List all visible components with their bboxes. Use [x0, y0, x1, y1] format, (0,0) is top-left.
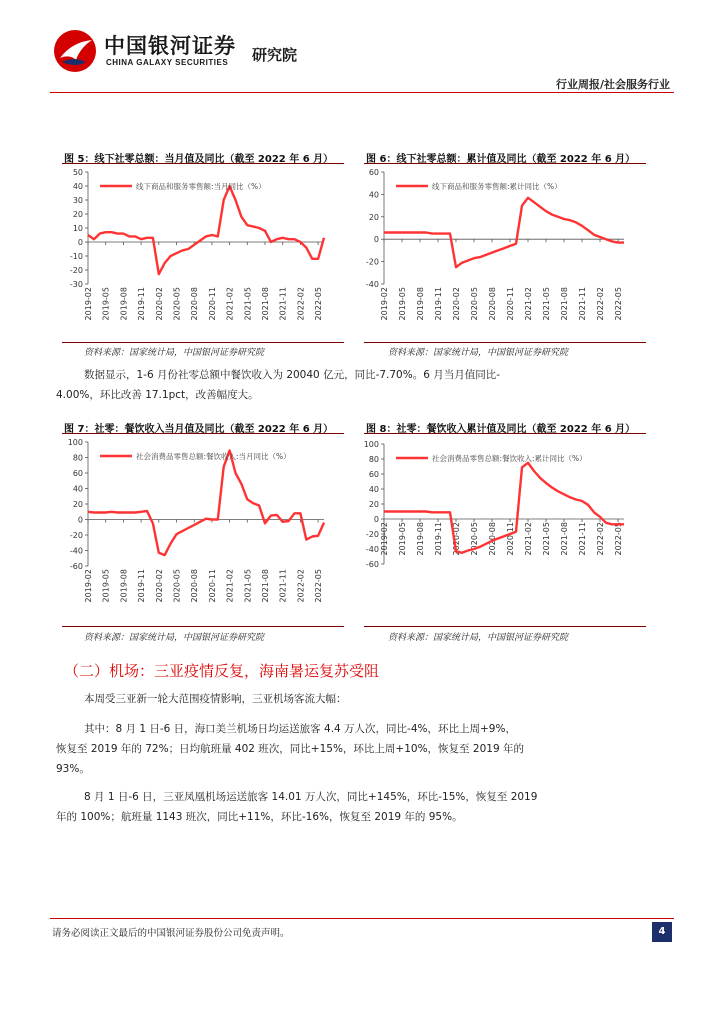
x-tick-label: 2020-05: [172, 287, 182, 321]
chart-7-catering-monthly: [50, 436, 344, 618]
x-tick-label: 2022-02: [296, 569, 306, 603]
chart-5-retail-monthly: [50, 166, 344, 338]
y-tick-label: 40: [368, 485, 379, 494]
x-tick-label: 2021-11: [578, 522, 587, 556]
figure-7-title-rule: [62, 433, 344, 434]
figure-7-title: 图 7：社零：餐饮收入当月值及同比（截至 2022 年 6 月）: [64, 424, 334, 435]
x-tick-label: 2021-08: [261, 569, 270, 603]
x-tick-label: 2020-08: [488, 287, 497, 321]
y-tick-label: 50: [72, 168, 83, 177]
x-tick-label: 2019-11: [434, 287, 443, 321]
x-tick-label: 2021-02: [524, 287, 533, 321]
y-tick-label: 0: [77, 515, 83, 525]
y-tick-label: 40: [72, 484, 83, 494]
y-tick-label: -40: [365, 280, 379, 289]
x-tick-label: 2021-08: [560, 287, 569, 321]
x-tick-label: 2020-11: [506, 522, 515, 556]
x-tick-label: 2019-11: [137, 287, 147, 321]
y-tick-label: 20: [72, 500, 83, 509]
y-tick-label: -60: [365, 560, 379, 569]
figure-8-source: 资料来源：国家统计局，中国银河证券研究院: [388, 633, 569, 643]
y-tick-label: 60: [368, 470, 379, 479]
footer-divider: [50, 918, 674, 919]
x-tick-label: 2020-05: [172, 569, 182, 603]
y-tick-label: 0: [77, 238, 83, 247]
y-tick-label: 40: [72, 182, 83, 191]
y-tick-label: 40: [368, 190, 379, 200]
x-tick-label: 2021-11: [278, 569, 288, 603]
figure-6-source: 资料来源：国家统计局，中国银河证券研究院: [388, 348, 569, 358]
y-tick-label: -60: [69, 562, 83, 571]
x-tick-label: 2022-02: [596, 522, 605, 556]
y-tick-label: 30: [72, 196, 83, 205]
x-tick-label: 2022-05: [614, 287, 623, 321]
y-tick-label: -10: [69, 252, 83, 261]
y-tick-label: 100: [67, 438, 83, 447]
galaxy-logo-icon: [52, 28, 98, 74]
x-tick-label: 2019-02: [84, 569, 93, 603]
x-tick-label: 2019-11: [434, 522, 443, 556]
footer-disclaimer: 请务必阅读正文最后的中国银河证券股份公司免责声明。: [52, 928, 290, 939]
x-tick-label: 2020-05: [470, 522, 479, 556]
x-tick-label: 2019-08: [119, 287, 129, 321]
legend-label: 社会消费品零售总额:餐饮收入:累计同比（%）: [432, 454, 587, 463]
brand-name-en: CHINA GALAXY SECURITIES: [106, 58, 229, 67]
legend-label: 线下商品和服务零售额:当月同比（%）: [136, 182, 266, 191]
x-tick-label: 2021-08: [261, 287, 270, 321]
x-tick-label: 2022-02: [596, 287, 605, 321]
y-tick-label: -20: [365, 257, 379, 267]
figure-5-bottom-rule: [62, 342, 344, 343]
y-tick-label: 20: [72, 210, 83, 219]
para3-line2: 恢复至 2019 年的 72%；日均航班量 402 班次，同比+15%，环比上周+10%，恢复至 2019 年的: [56, 743, 524, 755]
x-tick-label: 2020-08: [190, 569, 200, 603]
figure-8-title-rule: [364, 433, 646, 434]
x-tick-label: 2019-08: [416, 287, 425, 321]
x-tick-label: 2020-08: [488, 522, 497, 556]
y-tick-label: 20: [368, 212, 379, 222]
y-tick-label: -20: [69, 531, 83, 540]
figure-5-source: 资料来源：国家统计局，中国银河证券研究院: [84, 348, 265, 358]
x-tick-label: 2020-11: [207, 287, 217, 321]
section-heading: （二）机场：三亚疫情反复，海南暑运复苏受阻: [64, 662, 380, 680]
y-tick-label: -20: [365, 530, 379, 539]
legend-label: 社会消费品零售总额:餐饮收入:当月同比（%）: [136, 452, 291, 461]
x-tick-label: 2020-02: [154, 287, 164, 321]
para4-line1: 8 月 1 日-6 日，三亚凤凰机场运送旅客 14.01 万人次，同比+145%，环比-15%，恢复至 2019: [84, 791, 538, 803]
x-tick-label: 2019-11: [137, 569, 147, 603]
figure-6-title: 图 6：线下社零总额：累计值及同比（截至 2022 年 6 月）: [366, 154, 636, 165]
x-tick-label: 2020-11: [207, 569, 217, 603]
figure-8-bottom-rule: [364, 626, 646, 627]
x-tick-label: 2020-05: [470, 287, 479, 321]
x-tick-label: 2019-08: [119, 569, 129, 603]
x-tick-label: 2022-02: [296, 287, 306, 321]
figure-7-bottom-rule: [62, 626, 344, 627]
x-tick-label: 2020-02: [452, 522, 461, 556]
y-tick-label: 0: [373, 515, 379, 524]
x-tick-label: 2021-02: [524, 522, 533, 556]
figure-6-bottom-rule: [364, 342, 646, 343]
y-tick-label: 60: [368, 168, 379, 177]
y-tick-label: 80: [72, 453, 83, 463]
x-tick-label: 2019-05: [398, 522, 407, 556]
x-tick-label: 2019-05: [101, 569, 111, 603]
para3-line1: 其中：8 月 1 日-6 日，海口美兰机场日均运送旅客 4.4 万人次，同比-4%，环比上周+9%，: [84, 723, 516, 735]
y-tick-label: 0: [373, 235, 379, 245]
y-tick-label: -40: [365, 545, 379, 554]
x-tick-label: 2021-08: [560, 522, 569, 556]
y-tick-label: 10: [72, 224, 83, 233]
brand-sub: 研究院: [252, 46, 298, 64]
series-line: [88, 186, 324, 274]
figure-6-title-rule: [364, 163, 646, 164]
para1-line1: 数据显示，1-6 月份社零总额中餐饮收入为 20040 亿元，同比-7.70%。6 月当月值同比-: [84, 369, 501, 381]
figure-5-title-rule: [62, 163, 344, 164]
x-tick-label: 2021-05: [243, 287, 253, 321]
x-tick-label: 2020-02: [154, 569, 164, 603]
y-tick-label: 60: [72, 469, 83, 478]
x-tick-label: 2021-11: [578, 287, 587, 321]
y-tick-label: 80: [368, 455, 379, 464]
x-tick-label: 2019-05: [101, 287, 111, 321]
x-tick-label: 2021-02: [225, 287, 235, 321]
x-tick-label: 2020-02: [452, 287, 461, 321]
x-tick-label: 2019-02: [380, 287, 389, 321]
y-tick-label: 20: [368, 500, 379, 509]
para1-line2: 4.00%，环比改善 17.1pct，改善幅度大。: [56, 389, 259, 401]
y-tick-label: -30: [69, 280, 83, 289]
x-tick-label: 2021-02: [225, 569, 235, 603]
x-tick-label: 2020-08: [190, 287, 200, 321]
series-line: [384, 198, 624, 267]
brand-name-cn: 中国银河证券: [104, 34, 236, 58]
figure-8-title: 图 8：社零：餐饮收入累计值及同比（截至 2022 年 6 月）: [366, 424, 636, 435]
x-tick-label: 2021-05: [243, 569, 253, 603]
x-tick-label: 2019-08: [416, 522, 425, 556]
para3-line3: 93%。: [56, 763, 90, 775]
y-tick-label: -40: [69, 546, 83, 556]
para2: 本周受三亚新一轮大范围疫情影响，三亚机场客流大幅：: [84, 693, 347, 705]
header-divider: [50, 92, 674, 93]
x-tick-label: 2019-02: [380, 522, 389, 556]
para4-line2: 年的 100%；航班量 1143 班次，同比+11%，环比-16%，恢复至 2019 年的 95%。: [56, 811, 463, 823]
legend-label: 线下商品和服务零售额:累计同比（%）: [432, 182, 562, 191]
x-tick-label: 2022-05: [614, 522, 623, 556]
x-tick-label: 2019-05: [398, 287, 407, 321]
x-tick-label: 2022-05: [314, 569, 324, 603]
y-tick-label: -20: [69, 266, 83, 275]
page-number: 4: [652, 922, 672, 942]
chart-6-retail-cumulative: [356, 166, 646, 338]
x-tick-label: 2021-05: [542, 287, 551, 321]
figure-7-source: 资料来源：国家统计局，中国银河证券研究院: [84, 633, 265, 643]
x-tick-label: 2020-11: [506, 287, 515, 321]
series-line: [88, 451, 324, 556]
x-tick-label: 2021-11: [278, 287, 288, 321]
x-tick-label: 2019-02: [84, 287, 93, 321]
x-tick-label: 2021-05: [542, 522, 551, 556]
chart-8-catering-cumulative: [350, 436, 646, 618]
figure-5-title: 图 5：线下社零总额：当月值及同比（截至 2022 年 6 月）: [64, 154, 334, 165]
y-tick-label: 100: [363, 440, 379, 449]
x-tick-label: 2022-05: [314, 287, 324, 321]
report-category: 行业周报/社会服务行业: [555, 78, 670, 91]
